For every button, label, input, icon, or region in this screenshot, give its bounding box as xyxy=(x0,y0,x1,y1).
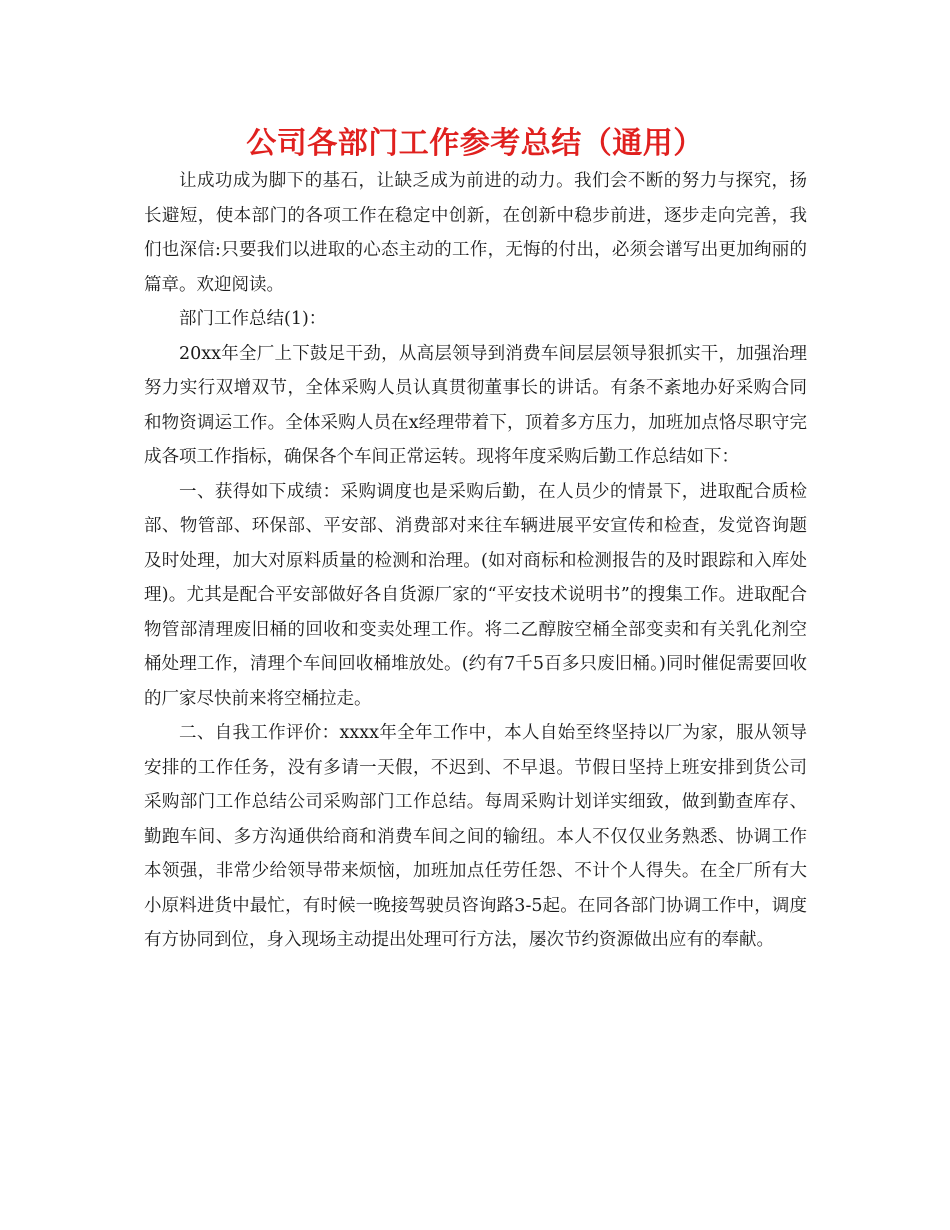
document-body xyxy=(144,164,807,958)
overview-paragraph: 20xx年全厂上下鼓足干劲，从高层领导到消费车间层层领导狠抓实干，加强治理努力实行双增双节，全体采购人员认真贯彻董事长的讲话。有条不紊地办好采购合同和物资调运工作。全体采购人员在x经理带着下，顶着多方压力，加班加点恪尽职守完成各项工作指标，确保各个车间正常运转。现将年度采购后勤工作总结如下： xyxy=(144,343,807,467)
intro-paragraph: 让成功成为脚下的基石，让缺乏成为前进的动力。我们会不断的努力与探究，扬长避短，使本部门的各项工作在稳定中创新，在创新中稳步前进，逐步走向完善，我们也深信:只要我们以进取的心态主动的工作，无悔的付出，必须会谱写出更加绚丽的篇章。欢迎阅读。 xyxy=(144,171,807,295)
self-evaluation-paragraph: 二、自我工作评价：xxxx年全年工作中，本人自始至终坚持以厂为家，服从领导安排的工作任务，没有多请一天假，不迟到、不早退。节假日坚持上班安排到货公司采购部门工作总结公司采购部门工作总结。每周采购计划详实细致，做到勤查库存、勤跑车间、多方沟通供给商和消费车间之间的输纽。本人不仅仅业务熟悉、协调工作本领强，非常少给领导带来烦恼，加班加点任劳任怨、不计个人得失。在全厂所有大小原料进货中最忙，有时候一晚接驾驶员咨询路3-5起。在同各部门协调工作中，调度有方协同到位，身入现场主动提出处理可行方法，屡次节约资源做出应有的奉献。 xyxy=(144,723,807,950)
section-heading: 部门工作总结(1)： xyxy=(179,309,327,329)
document-title: 公司各部门工作参考总结（通用） xyxy=(246,126,704,161)
achievements-paragraph: 一、获得如下成绩：采购调度也是采购后勤，在人员少的情景下，进取配合质检部、物管部、环保部、平安部、消费部对来往车辆进展平安宣传和检查，发觉咨询题及时处理，加大对原料质量的检测和治理。(如对商标和检测报告的及时跟踪和入库处理)。尤其是配合平安部做好各自货源厂家的“平安技术说明书”的搜集工作。进取配合物管部清理废旧桶的回收和变卖处理工作。将二乙醇胺空桶全部变卖和有关乳化剂空桶处理工作，清理个车间回收桶堆放处。(约有7千5百多只废旧桶。)同时催促需要回收的厂家尽快前来将空桶拉走。 xyxy=(144,481,807,709)
